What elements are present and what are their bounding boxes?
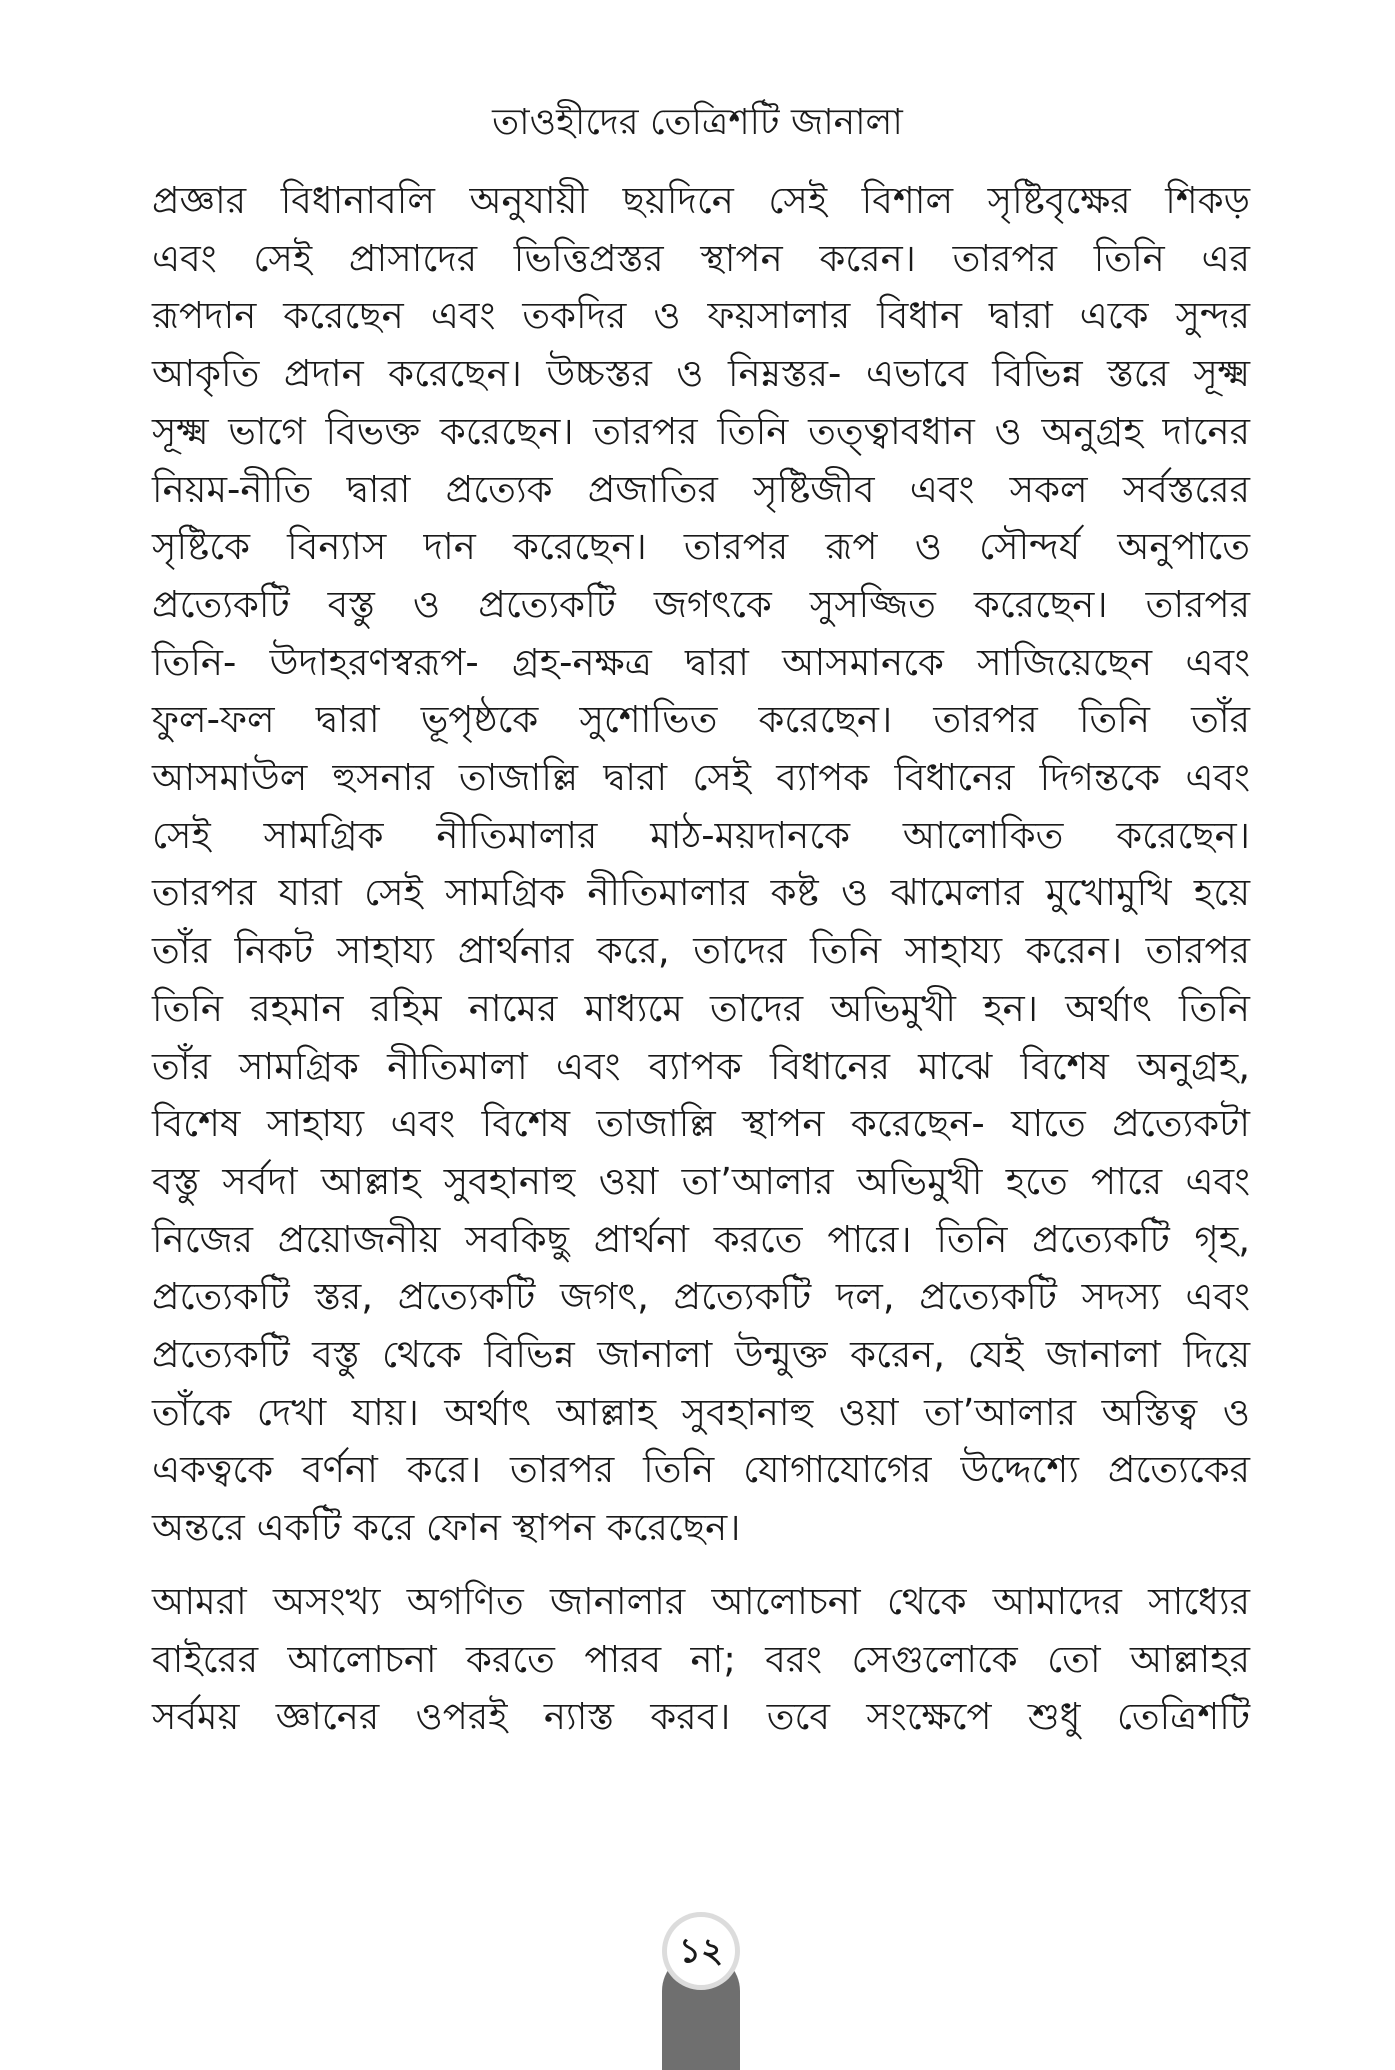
text-line: তাঁকে দেখা যায়। অর্থাৎ আল্লাহ সুবহানাহু ওয়া তা’আলার অস্তিত্ব ও	[152, 1390, 1250, 1434]
text-line: প্রজ্ঞার বিধানাবলি অনুযায়ী ছয়দিনে সেই বিশাল সৃষ্টিবৃক্ষের শিকড়	[152, 179, 1250, 222]
paragraph-2	[152, 1573, 1250, 1746]
text-line: তিনি- উদাহরণস্বরূপ- গ্রহ-নক্ষত্র দ্বারা আসমানকে সাজিয়েছেন এবং	[152, 640, 1250, 684]
text-line: নিজের প্রয়োজনীয় সবকিছু প্রার্থনা করতে পারে। তিনি প্রত্যেকটি গৃহ,	[152, 1217, 1250, 1261]
text-line: সূক্ষ্ম ভাগে বিভক্ত করেছেন। তারপর তিনি তত্ত্বাবধান ও অনুগ্রহ দানের	[152, 409, 1250, 453]
text-line: প্রত্যেকটি স্তর, প্রত্যেকটি জগৎ, প্রত্যেকটি দল, প্রত্যেকটি সদস্য এবং	[152, 1275, 1250, 1319]
page-number-ring	[662, 1912, 740, 1990]
text-line: সৃষ্টিকে বিন্যাস দান করেছেন। তারপর রূপ ও সৌন্দর্য অনুপাতে	[152, 525, 1250, 569]
text-line: সেই সামগ্রিক নীতিমালার মাঠ-ময়দানকে আলোকিত করেছেন।	[152, 813, 1250, 857]
text-line: এবং সেই প্রাসাদের ভিত্তিপ্রস্তর স্থাপন করেন। তারপর তিনি এর	[152, 236, 1250, 280]
text-line: প্রত্যেকটি বস্তু ও প্রত্যেকটি জগৎকে সুসজ্জিত করেছেন। তারপর	[152, 582, 1250, 626]
text-line: আমরা অসংখ্য অগণিত জানালার আলোচনা থেকে আমাদের সাধ্যের	[152, 1579, 1250, 1623]
paragraph-1	[152, 172, 1250, 1557]
text-line: তিনি রহমান রহিম নামের মাধ্যমে তাদের অভিমুখী হন। অর্থাৎ তিনি	[152, 986, 1250, 1030]
text-line: অন্তরে একটি করে ফোন স্থাপন করেছেন।	[152, 1506, 741, 1550]
running-title: তাওহীদের তেত্রিশটি জানালা	[492, 102, 903, 143]
text-line: বিশেষ সাহায্য এবং বিশেষ তাজাল্লি স্থাপন করেছেন- যাতে প্রত্যেকটা	[152, 1102, 1250, 1146]
text-line: তারপর যারা সেই সামগ্রিক নীতিমালার কষ্ট ও ঝামেলার মুখোমুখি হয়ে	[152, 871, 1250, 915]
text-line: আসমাউল হুসনার তাজাল্লি দ্বারা সেই ব্যাপক বিধানের দিগন্তকে এবং	[152, 756, 1250, 800]
text-line: প্রত্যেকটি বস্তু থেকে বিভিন্ন জানালা উন্মুক্ত করেন, যেই জানালা দিয়ে	[152, 1333, 1250, 1377]
text-line: তাঁর সামগ্রিক নীতিমালা এবং ব্যাপক বিধানের মাঝে বিশেষ অনুগ্রহ,	[152, 1044, 1250, 1088]
page-number: ১২	[667, 1917, 735, 1985]
body-text	[152, 172, 1250, 1746]
paragraph-gap	[152, 1557, 1250, 1573]
text-line: নিয়ম-নীতি দ্বারা প্রত্যেক প্রজাতির সৃষ্টিজীব এবং সকল সর্বস্তরের	[152, 467, 1250, 511]
page-number-tab	[662, 1912, 740, 2070]
text-line: বাইরের আলোচনা করতে পারব না; বরং সেগুলোকে তো আল্লাহর	[152, 1637, 1250, 1681]
text-line: বস্তু সর্বদা আল্লাহ সুবহানাহু ওয়া তা’আলার অভিমুখী হতে পারে এবং	[152, 1159, 1250, 1203]
text-line: একত্বকে বর্ণনা করে। তারপর তিনি যোগাযোগের উদ্দেশ্যে প্রত্যেকের	[152, 1448, 1250, 1492]
text-line: সর্বময় জ্ঞানের ওপরই ন্যাস্ত করব। তবে সংক্ষেপে শুধু তেত্রিশটি	[152, 1695, 1250, 1739]
text-line: আকৃতি প্রদান করেছেন। উচ্চস্তর ও নিম্নস্তর- এভাবে বিভিন্ন স্তরে সূক্ষ্ম	[152, 352, 1250, 396]
text-line: তাঁর নিকট সাহায্য প্রার্থনার করে, তাদের তিনি সাহায্য করেন। তারপর	[152, 929, 1250, 973]
text-line: ফুল-ফল দ্বারা ভূপৃষ্ঠকে সুশোভিত করেছেন। তারপর তিনি তাঁর	[152, 698, 1250, 742]
text-line: রূপদান করেছেন এবং তকদির ও ফয়সালার বিধান দ্বারা একে সুন্দর	[152, 294, 1250, 338]
